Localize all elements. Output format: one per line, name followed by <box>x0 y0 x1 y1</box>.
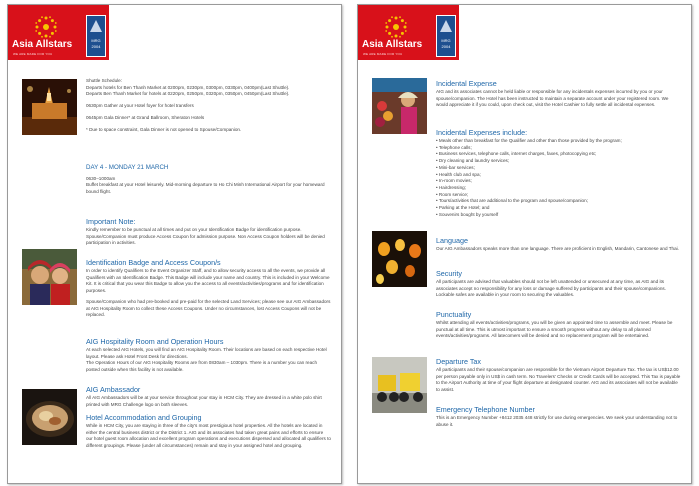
brochure-page-left <box>7 4 342 484</box>
departure-tax-text: All participants and their spouse/companion are responsible for the Vietnam Airport Departure Tax. The tax is US$12.00 per person payable only in US$ in cash term. No Travelers' Checks or Credit Cards will be accepted. This Tax is payable to the Airport Authority at time of your flight departure at designated counter. AIG and its associates will not be available to assist. <box>436 367 681 393</box>
brand-name: Asia Allstars <box>12 39 73 50</box>
departure-tax-title: Departure Tax <box>436 357 482 366</box>
brand-name: Asia Allstars <box>362 39 423 50</box>
language-section <box>436 236 681 257</box>
language-title: Language <box>436 236 468 245</box>
brand-tagline: WE ARE MADE FOR YOU <box>13 52 53 56</box>
gather-time: 0630pm Gather at your Hotel foyer for hotel transfers <box>86 103 194 109</box>
security-title: Security <box>436 269 462 278</box>
punctuality-text: Whilst attending all events/activities/programs, you will be given an appointed time to assemble and meet. Please be punctual at all time. This is utmost important to ensure a smooth progress without any delay to all planned events/activities/programs. All latecomers will be denied and no replacement program will be entertained. <box>436 320 673 339</box>
hospitality-section <box>86 337 331 378</box>
security-text: All participants are advised that valuables should not be left unattended or unsecured at any time, as AIG and its associates accept no responsibility for any loss or damage suffered by participants and their spouse/companions. Lockable safes are available in your room to securing the valuables. <box>436 279 666 298</box>
starburst-icon <box>34 15 58 39</box>
hospitality-title: AIG Hospitality Room and Operation Hours <box>86 337 224 346</box>
shuttle-line-1: Departs hotels for Ben Thanh Market at 0200pm, 0230pm, 0300pm, 0330pm, 0400pm(Last Shuttle). <box>86 84 290 90</box>
incidental-title: Incidental Expense <box>436 79 497 88</box>
photo-lanterns <box>372 231 427 287</box>
list-item: • Mini-bar services; <box>436 165 681 172</box>
important-note-section <box>86 217 331 251</box>
list-item: • Health club and spa; <box>436 172 681 179</box>
photo-market-vendor <box>372 78 427 134</box>
accommodation-section <box>86 413 331 454</box>
photo-night-city-hall <box>22 79 77 135</box>
badge-text-1: MRG <box>91 38 101 43</box>
gala-dinner-note: * Due to space constraint, Gala Dinner is not opened to Spouse/Companion. <box>86 126 242 132</box>
day4-time: 0630–1000am <box>86 175 116 181</box>
id-badge-section <box>86 258 331 323</box>
mountain-icon <box>440 20 452 32</box>
list-item: • Room service; <box>436 192 681 199</box>
accommodation-text: While in HCM City, you are staying in three of the city's most prestigious hotel properties. All the hotels are located in either the central business district or the District 1. AIG and its associates had taken great pains and efforts to ensure our hotel guest room allocation and excellent program operations and executions dispersed and allocated all qualifiers to different groupings. Please (under all circumstances) remain and stay in your assigned hotel and grouping. <box>86 423 331 449</box>
emergency-section <box>436 405 681 432</box>
language-text: Our AIG Ambassadors speaks more than one language. There are proficient in English, Mandarin, Cantonese and Thai. <box>436 246 679 251</box>
list-item: • Souvenirs bought by yourself <box>436 212 681 219</box>
id-badge-title: Identification Badge and Access Coupon/s <box>86 258 221 267</box>
incidental-text: AIG and its associates cannot be held liable or responsible for any incidentals expenses incurred by you or your spouse/companion. The Hotel has been instructed to maintain a separate account under your registered room. We would appreciate it if you could, upon check out, visit the Hotel Cashier to fully settle all incidental expenses. <box>436 89 669 108</box>
list-item: • Business services, telephone calls, internet charges, faxes, photocopying etc; <box>436 151 681 158</box>
ambassador-text: All AIG Ambassadors will be at your service throughout your stay in HCM City. They are dressed in a white polo shirt printed with MRG Challenge logo on both sleeves. <box>86 395 322 407</box>
day4-section <box>86 165 331 200</box>
asia-allstars-logo <box>358 5 459 60</box>
shuttle-title: Shuttle Schedule: <box>86 78 123 83</box>
hospitality-text-2: The Operation Hours of our AIG Hospitality Rooms are from 0830am – 1030pm. There is a number you can reach posted outside when this facility is not available. <box>86 360 317 373</box>
hospitality-text-1: At each selected AIG Hotels, you will find an AIG Hospitality Room. Their locations are based on each respective Hotel layout. Please ask Hotel Front Desk for directions. <box>86 347 327 359</box>
list-item: • Hairdressing; <box>436 185 681 192</box>
starburst-icon <box>384 15 408 39</box>
ambassador-section <box>86 385 331 412</box>
important-note-title: Important Note: <box>86 217 136 226</box>
emergency-text: This is an Emergency Number +8412 2035 448 strictly for use during emergencies. We seek your understanding not to abuse it. <box>436 415 678 427</box>
punctuality-title: Punctuality <box>436 310 472 319</box>
security-section <box>436 269 681 303</box>
list-item: • Parking at the Hotel; and <box>436 205 681 212</box>
list-item: • Tours/activities that are additional to the program and spouse/companion; <box>436 198 681 205</box>
incidental-section <box>436 79 681 113</box>
gala-dinner: 0645pm Gala Dinner* at Grand Ballroom, Sheraton Hotels <box>86 114 205 120</box>
ambassador-title: AIG Ambassador <box>86 385 141 394</box>
asia-allstars-logo <box>8 5 109 60</box>
photo-two-women-scarves <box>22 249 77 305</box>
photo-dish-bowl <box>22 389 77 445</box>
list-item: • Telephone calls; <box>436 145 681 152</box>
departure-tax-section <box>436 357 681 398</box>
mountain-icon <box>90 20 102 32</box>
incidental-includes-list <box>436 138 681 218</box>
emergency-title: Emergency Telephone Number <box>436 405 535 414</box>
day4-text: Buffet breakfast at your Hotel leisurely. Mid-morning departure to Ho Chi Minh International Airport for your homeward bound flight. <box>86 182 325 195</box>
shuttle-line-2: Departs Ben Thanh Market for hotels at 0220pm, 0250pm, 0320pm, 0350pm, 0450pm(Last Shuttle). <box>86 91 290 97</box>
list-item: • Dry cleaning and laundry services; <box>436 158 681 165</box>
photo-cyclos <box>372 357 427 413</box>
mrg-2004-badge <box>86 15 106 57</box>
badge-text-1: MRG <box>441 38 451 43</box>
incidental-includes-section <box>436 128 681 218</box>
important-note-text: Kindly remember to be punctual at all times and put on your Identification Badge for identification purpose. Spouse/Companion must produce Access Coupon for admission purpose. Non Access Coupon holders will be denied participation in activities. <box>86 227 325 246</box>
badge-text-2: 2004 <box>91 44 101 49</box>
punctuality-section <box>436 310 681 344</box>
id-badge-text-2: Spouse/Companion who had pre-booked and pre-paid for the selected Land Services; please see our AIG Ambassadors at AIG Hospitality Room to collect these Access Coupons. Under no circumstances, lost Access Coupons will not be replaced. <box>86 298 331 318</box>
day4-title: DAY 4 - MONDAY 21 MARCH <box>86 164 169 171</box>
list-item: • In-room movies; <box>436 178 681 185</box>
accommodation-title: Hotel Accommodation and Grouping <box>86 413 202 422</box>
shuttle-schedule-section <box>86 78 331 137</box>
mrg-2004-badge <box>436 15 456 57</box>
list-item: • Meals other than breakfast for the Qualifier and other than those provided by the program; <box>436 138 681 145</box>
brochure-page-right <box>357 4 692 484</box>
id-badge-text-1: In order to identify Qualifiers to the Event Organizer Staff, and to allow security access to all the events, we provide all Qualifiers with an Identification Badge. This Badge will include your name and country. This is included in your Welcome Kit. It is critical that you wear this Badge to allow you the access to all events/activities/programs and for identification purposes. <box>86 268 330 294</box>
badge-text-2: 2004 <box>441 44 451 49</box>
incidental-includes-title: Incidental Expenses include: <box>436 128 528 137</box>
brand-tagline: WE ARE MADE FOR YOU <box>363 52 403 56</box>
